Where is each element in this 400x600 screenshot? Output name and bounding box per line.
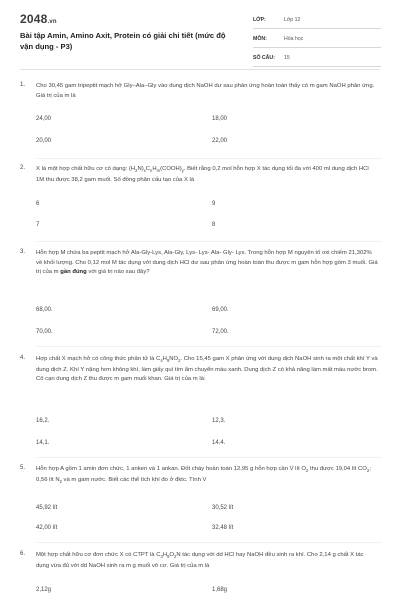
brand-suffix: .vn — [47, 19, 57, 25]
meta-label: LỚP: — [253, 17, 266, 23]
answer-option-b[interactable]: 1,68g — [212, 587, 228, 593]
answer-option-b[interactable]: 9 — [212, 201, 216, 207]
question-separator — [36, 241, 382, 242]
question-number: 6. — [20, 551, 26, 557]
question-number: 4. — [20, 355, 26, 361]
answer-option-d[interactable]: 72,00. — [212, 329, 229, 335]
question-text-part: với giá trị nào sau đây? — [88, 269, 150, 275]
question-number: 3. — [20, 249, 26, 255]
answer-option-d[interactable]: 14,4. — [212, 440, 226, 446]
answer-option-a[interactable]: 6 — [36, 201, 40, 207]
question-number: 5. — [20, 465, 26, 471]
meta-value: Hóa học — [284, 36, 304, 42]
question-number: 2. — [20, 165, 26, 171]
meta-label: MÔN: — [253, 36, 267, 42]
answer-option-b[interactable]: 18,00 — [212, 116, 228, 122]
question-separator — [36, 158, 382, 159]
answer-option-c[interactable]: 42,00 lít — [36, 525, 58, 531]
meta-value: Lớp 12 — [284, 17, 301, 23]
meta-label: SỐ CÂU: — [253, 55, 275, 61]
brand-name: 2048 — [20, 12, 48, 26]
answer-option-c[interactable]: 7 — [36, 222, 40, 228]
question-separator — [36, 457, 382, 458]
meta-value: 15 — [284, 55, 290, 61]
question-number: 1. — [20, 82, 26, 88]
answer-option-a[interactable]: 24,00 — [36, 116, 52, 122]
question-text-part: Hỗn hợp M chứa ba peptit mạch hở Ala-Gly-Lys, Ala-Gly, Lys- Lys- Ala- Gly- Lys. Trong hỗn hợp M nguyên tố oxi chiếm 21,302% về khối lượng. Cho 0,12 mol M tác dụng với dung dịch HCl dư sau phản ứng hoàn toàn thu được m gam hỗn hợp gồm 3 muối. Giá trị của m — [36, 250, 378, 275]
question-text: Hợp chất X mạch hở có công thức phân tử là $C_4H_9NO_2$. Cho 15,45 gam X phản ứng với dung dịch NaOH sinh ra một chất khí Y và dung dịch Z. Khí Y nặng hơn không khí, làm giấy quì tím ẩm chuyển màu xanh. Dung dịch Z có khả năng làm mất màu nước brom. Cô cạn dung dịch Z thu được m gam muối khan. Giá trị của m là: — [36, 356, 378, 383]
brand-logo[interactable] — [20, 12, 57, 26]
answer-option-b[interactable]: 30,52 lít — [212, 505, 234, 511]
question-separator — [36, 542, 382, 543]
question-text — [36, 249, 378, 278]
question-text: Cho 30,45 gam tripeptit mạch hở Gly–Ala–Gly vào dung dịch NaOH dư sau phản ứng hoàn toàn thấy có m gam NaOH phản ứng. Giá trị của m là — [36, 83, 375, 99]
answer-option-b[interactable]: 69,00. — [212, 307, 229, 313]
page-title: Bài tập Amin, Amino Axit, Protein có giải chi tiết (mức độ vận dụng - P3) — [20, 31, 226, 51]
question-separator — [36, 346, 382, 347]
meta-row-question-count — [253, 52, 381, 67]
question-text: X là một hợp chất hữu cơ có dạng: $(H_2N)_xC_nH_m(COOH)_y$. Biết rằng 0,2 mol hỗn hợp X tác dụng tối đa với 400 ml dung dịch HCl 1M thu được 38,2 gam muối. Số đồng phân cấu tạo của X là — [36, 166, 369, 183]
answer-option-b[interactable]: 12,3. — [212, 418, 226, 424]
header-divider — [20, 69, 380, 70]
meta-row-class — [253, 14, 381, 29]
answer-option-a[interactable]: 68,00. — [36, 307, 53, 313]
answer-option-d[interactable]: 8 — [212, 222, 216, 228]
question-text: Hỗn hợp A gồm 1 amin đơn chức, 1 anken và 1 ankan. Đốt cháy hoàn toàn 12,95 g hỗn hợp cần V lít $O_2$ thu được 19,04 lít $CO_2$; 0,56 lít $N_2$ và m gam nước. Biết các thể tích khí đo ở đktc. Tính V — [36, 466, 371, 484]
answer-option-d[interactable]: 22,00 — [212, 138, 228, 144]
answer-option-c[interactable]: 20,00 — [36, 138, 52, 144]
meta-row-subject — [253, 33, 381, 48]
answer-option-d[interactable]: 32,48 lít — [212, 525, 234, 531]
answer-option-a[interactable]: 16,2. — [36, 418, 50, 424]
question-emphasis: gần đúng — [60, 269, 87, 275]
meta-box — [253, 14, 381, 71]
answer-option-a[interactable]: 45,92 lít — [36, 505, 58, 511]
answer-option-c[interactable]: 14,1. — [36, 440, 50, 446]
answer-option-c[interactable]: 70,00. — [36, 329, 53, 335]
answer-option-a[interactable]: 2,12g — [36, 587, 52, 593]
question-text: Một hợp chất hữu cơ đơn chức X có CTPT là $C_3H_9O_2N$ tác dụng với dd HCl hay NaOH đều sinh ra khí. Cho 2,14 g chất X tác dụng vừa đủ với dd NaOH sinh ra m g muối vô cơ. Giá trị của m là — [36, 552, 364, 569]
